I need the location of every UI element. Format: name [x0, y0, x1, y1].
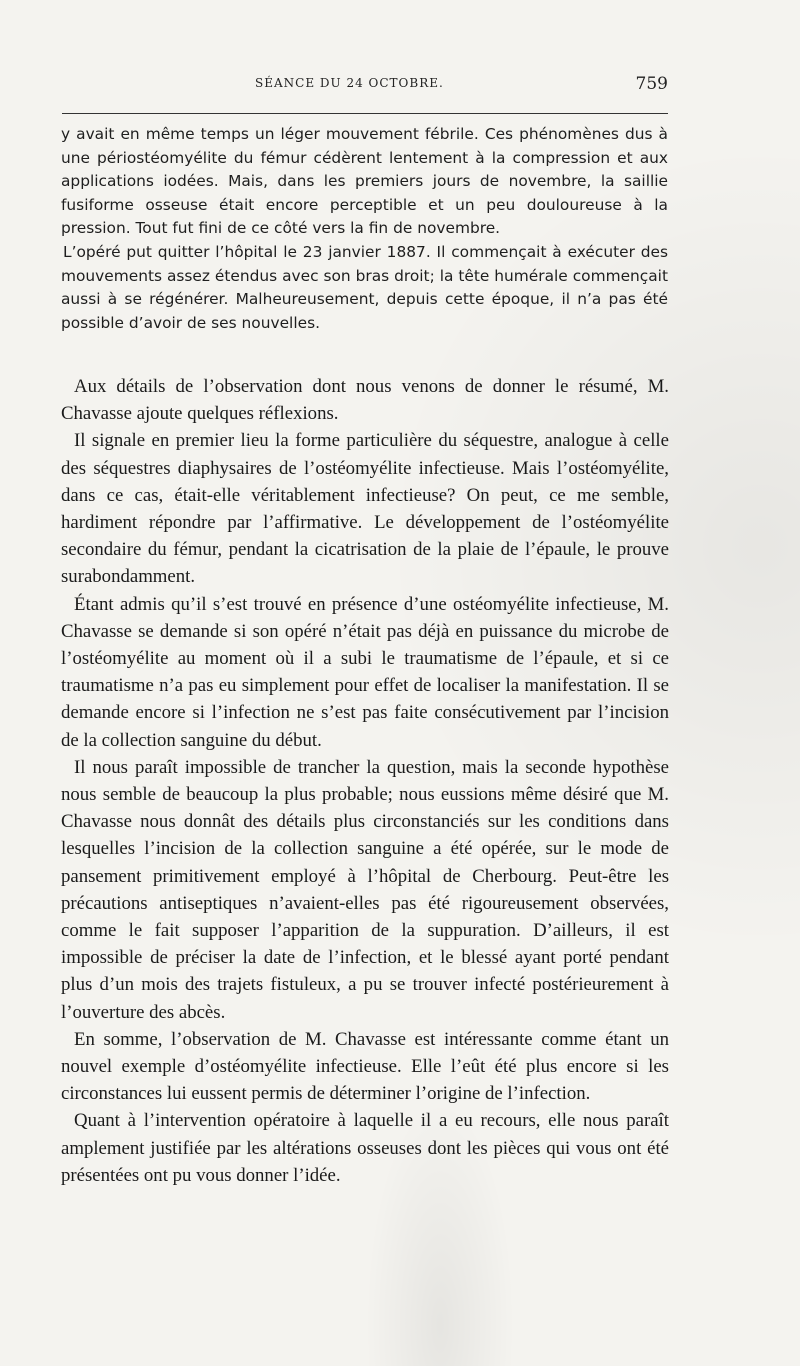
running-head	[60, 76, 668, 98]
body-paragraph: Aux détails de l’observation dont nous venons de donner le résumé, M. Chavasse ajoute quelques réflexions.	[61, 376, 669, 425]
body-paragraph: Quant à l’intervention opératoire à laquelle il a eu recours, elle nous paraît amplement justifiée par les altérations osseuses dont les pièces qui vous ont été présentées ont pu vous donner l’idée.	[61, 1110, 669, 1186]
page-number: 759	[635, 74, 668, 94]
body-paragraph: Étant admis qu’il s’est trouvé en présence d’une ostéomyélite infectieuse, M. Chavasse se demande si son opéré n’était pas déjà en puissance du microbe de l’ostéomyélite au moment où il a subi le traumatisme de l’épaule, et si ce traumatisme n’a pas eu simplement pour effet de localiser la manifestation. Il se demande encore si l’infection ne s’est pas faite consécutivement par l’incision de la collection sanguine du début.	[61, 593, 669, 751]
report-body	[61, 373, 669, 1189]
summary-paragraph: y avait en même temps un léger mouvement fébrile. Ces phénomènes dus à une périostéomyélite du fémur cédèrent lentement à la compression et aux applications iodées. Mais, dans les premiers jours de novembre, la saillie fusiforme osseuse était encore perceptible et un peu douloureuse à la pression. Tout fut fini de ce côté vers la fin de novembre.	[61, 125, 668, 238]
header-rule	[62, 113, 668, 114]
summary-paragraph: L’opéré put quitter l’hôpital le 23 janvier 1887. Il commençait à exécuter des mouvements assez étendus avec son bras droit; la tête humérale commençait aussi à se régénérer. Malheureusement, depuis cette époque, il n’a pas été possible d’avoir de ses nouvelles.	[61, 242, 668, 332]
body-paragraph: En somme, l’observation de M. Chavasse est intéressante comme étant un nouvel exemple d’ostéomyélite infectieuse. Elle l’eût été plus encore si les circonstances lui eussent permis de déterminer l’origine de l’infection.	[61, 1028, 669, 1105]
running-title: SÉANCE DU 24 OCTOBRE.	[255, 76, 444, 90]
body-paragraph: Il signale en premier lieu la forme particulière du séquestre, analogue à celle des séquestres diaphysaires de l’ostéomyélite infectieuse. Mais l’ostéomyélite, dans ce cas, était-elle véritablement infectieuse? On peut, ce me semble, hardiment répondre par l’affirmative. Le développement de l’ostéomyélite secondaire du fémur, pendant la cicatrisation de la plaie de l’épaule, le prouve surabondamment.	[61, 430, 669, 588]
case-summary	[61, 123, 668, 335]
body-paragraph: Il nous paraît impossible de trancher la question, mais la seconde hypothèse nous semble de beaucoup la plus probable; nous eussions même désiré que M. Chavasse nous donnât des détails plus circonstanciés sur les conditions dans lesquelles l’incision de la collection sanguine a été opérée, sur le mode de pansement primitivement employé à l’hôpital de Cherbourg. Peut-être les précautions antiseptiques n’avaient-elles pas été rigoureusement observées, comme le fait supposer l’apparition de la suppuration. D’ailleurs, il est impossible de préciser la date de l’infection, et le blessé ayant porté pendant plus d’un mois des trajets fistuleux, a pu se trouver infecté postérieurement à l’ouverture des abcès.	[61, 756, 669, 1023]
